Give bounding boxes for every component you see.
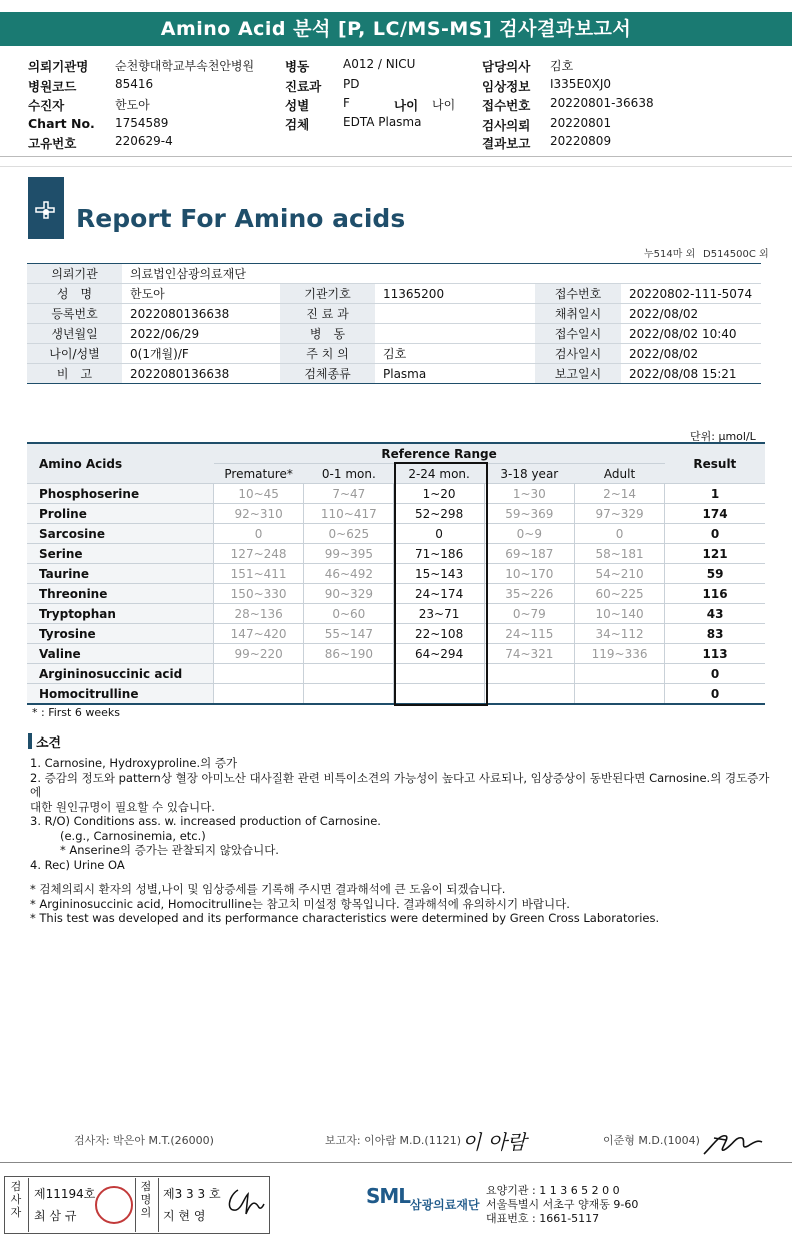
amino-range: 0 xyxy=(394,524,484,544)
amino-range: 90~329 xyxy=(304,584,394,604)
amino-result: 43 xyxy=(665,604,765,624)
amino-footnote: * : First 6 weeks xyxy=(32,706,120,719)
patient-value: 2022/08/02 xyxy=(621,304,761,324)
patient-value xyxy=(375,324,535,344)
value-receipt-no: 20220801-36638 xyxy=(550,96,654,110)
amino-result: 113 xyxy=(665,644,765,664)
label-receipt-no: 접수번호 xyxy=(482,98,531,113)
header-result: Result xyxy=(665,443,765,484)
report-title: Report For Amino acids xyxy=(76,204,406,233)
footer-vertical-2: 점명의 xyxy=(140,1180,152,1219)
amino-result: 174 xyxy=(665,504,765,524)
amino-range: 99~220 xyxy=(214,644,304,664)
value-patient: 한도아 xyxy=(115,98,150,112)
amino-name: Valine xyxy=(27,644,214,664)
amino-range: 64~294 xyxy=(394,644,484,664)
label-doctor: 담당의사 xyxy=(482,59,531,74)
cross-icon xyxy=(28,177,64,239)
amino-range: 0~60 xyxy=(304,604,394,624)
label-chart-no: Chart No. xyxy=(28,116,95,131)
patient-value: 20220802-111-5074 xyxy=(621,284,761,304)
amino-range: 110~417 xyxy=(304,504,394,524)
amino-range: 10~140 xyxy=(574,604,664,624)
amino-range: 59~369 xyxy=(484,504,574,524)
header-range: 2-24 mon. xyxy=(394,464,484,484)
label-patient: 수진자 xyxy=(28,98,65,113)
header-range: Premature* xyxy=(214,464,304,484)
amino-result: 0 xyxy=(665,664,765,684)
header-range: 3-18 year xyxy=(484,464,574,484)
footer-handwritten-signature-icon xyxy=(222,1184,266,1220)
handwritten-signature-icon xyxy=(700,1124,764,1160)
report-bookmark-icon xyxy=(28,177,64,239)
amino-name: Tryptophan xyxy=(27,604,214,624)
label-hospital-code: 병원코드 xyxy=(28,79,77,94)
amino-range: 52~298 xyxy=(394,504,484,524)
amino-range xyxy=(214,684,304,705)
patient-value: 2022/08/02 xyxy=(621,344,761,364)
patient-row xyxy=(27,344,761,364)
amino-range: 1~20 xyxy=(394,484,484,504)
amino-name: Proline xyxy=(27,504,214,524)
amino-result: 1 xyxy=(665,484,765,504)
amino-range xyxy=(214,664,304,684)
header-amino-acids: Amino Acids xyxy=(27,443,214,484)
value-specimen: EDTA Plasma xyxy=(343,115,422,129)
footer-address xyxy=(486,1184,638,1226)
patient-value: Plasma xyxy=(375,364,535,384)
amino-name: Argininosuccinic acid xyxy=(27,664,214,684)
amino-range: 28~136 xyxy=(214,604,304,624)
amino-result: 83 xyxy=(665,624,765,644)
label-age: 나이 xyxy=(394,98,419,113)
amino-range xyxy=(484,684,574,705)
amino-range: 54~210 xyxy=(574,564,664,584)
patient-value xyxy=(375,304,535,324)
value-chart-no: 1754589 xyxy=(115,116,169,130)
patient-label: 기관기호 xyxy=(280,284,375,304)
value-requesting-org: 순천향대학교부속천안병원 xyxy=(115,59,255,73)
amino-header-row xyxy=(27,443,765,464)
patient-label: 의뢰기관 xyxy=(27,264,122,284)
amino-result: 0 xyxy=(665,524,765,544)
footer-cell-line xyxy=(135,1178,136,1232)
patient-value: 2022/08/02 10:40 xyxy=(621,324,761,344)
footer-address-line: 서울특별시 서초구 양재동 9-60 xyxy=(486,1198,639,1211)
finding-line: (e.g., Carnosinemia, etc.) xyxy=(60,828,206,843)
amino-range: 97~329 xyxy=(574,504,664,524)
amino-name: Sarcosine xyxy=(27,524,214,544)
label-sex: 성별 xyxy=(285,98,310,113)
amino-range: 2~14 xyxy=(574,484,664,504)
patient-value: 한도아 xyxy=(122,284,280,304)
patient-label: 채취일시 xyxy=(535,304,621,324)
amino-range: 23~71 xyxy=(394,604,484,624)
amino-result: 121 xyxy=(665,544,765,564)
finding-line: 1. Carnosine, Hydroxyproline.의 증가 xyxy=(30,756,238,770)
patient-label: 접수일시 xyxy=(535,324,621,344)
patient-label: 비 고 xyxy=(27,364,122,384)
amino-range: 15~143 xyxy=(394,564,484,584)
finding-line: 2. 증감의 정도와 pattern상 혈장 아미노산 대사질환 관련 비특이소견의 가능성이 높다고 사료되나, 임상증상이 동반된다면 Carnosine.의 경도증가에 xyxy=(30,770,770,799)
patient-row xyxy=(27,304,761,324)
amino-range: 22~108 xyxy=(394,624,484,644)
footer-vertical-1: 검사자 xyxy=(10,1180,22,1219)
reporter-signature: 이 아람 xyxy=(462,1130,527,1154)
amino-range xyxy=(484,664,574,684)
amino-name: Serine xyxy=(27,544,214,564)
finding-note: * This test was developed and its performance characteristics were determined by Green Cross Laboratories. xyxy=(30,911,660,925)
amino-range: 0~625 xyxy=(304,524,394,544)
value-request-date: 20220801 xyxy=(550,116,612,130)
official-seal-icon xyxy=(95,1186,133,1224)
sml-logo-icon: SML xyxy=(366,1184,411,1208)
finding-line: 4. Rec) Urine OA xyxy=(30,857,125,872)
label-department: 진료과 xyxy=(285,79,322,94)
amino-range: 58~181 xyxy=(574,544,664,564)
header-range: 0-1 mon. xyxy=(304,464,394,484)
header-divider-2 xyxy=(0,166,792,167)
header-reference-range: Reference Range xyxy=(214,443,665,464)
label-unique-no: 고유번호 xyxy=(28,136,77,151)
highlight-2-24-mon xyxy=(394,462,488,706)
value-clinical-info: I335E0XJ0 xyxy=(550,77,612,91)
patient-label: 성 명 xyxy=(27,284,122,304)
top-note-2: D514500C 외 xyxy=(703,249,769,260)
amino-range: 10~45 xyxy=(214,484,304,504)
amino-range: 46~492 xyxy=(304,564,394,584)
label-requesting-org: 의뢰기관명 xyxy=(28,59,89,74)
finding-note: * Argininosuccinic acid, Homocitrulline는 참고치 미설정 항목입니다. 결과해석에 유의하시기 바랍니다. xyxy=(30,896,570,911)
patient-label: 나이/성별 xyxy=(27,344,122,364)
amino-range: 74~321 xyxy=(484,644,574,664)
value-age: 나이 xyxy=(432,98,456,112)
footer-cell-line xyxy=(158,1178,159,1232)
amino-range: 24~115 xyxy=(484,624,574,644)
patient-label: 검사일시 xyxy=(535,344,621,364)
amino-result: 116 xyxy=(665,584,765,604)
patient-row xyxy=(27,264,761,284)
patient-label: 진 료 과 xyxy=(280,304,375,324)
amino-range: 119~336 xyxy=(574,644,664,664)
patient-label: 접수번호 xyxy=(535,284,621,304)
footer-address-line: 대표번호 : 1661-5117 xyxy=(486,1212,600,1225)
value-hospital-code: 85416 xyxy=(115,77,154,91)
patient-value: 2022/06/29 xyxy=(122,324,280,344)
amino-range: 0 xyxy=(574,524,664,544)
patient-value: 2022/08/08 15:21 xyxy=(621,364,761,384)
finding-line: 3. R/O) Conditions ass. w. increased production of Carnosine. xyxy=(30,814,381,828)
footer-divider xyxy=(0,1162,792,1163)
amino-range xyxy=(304,684,394,705)
amino-name: Phosphoserine xyxy=(27,484,214,504)
value-sex: F xyxy=(343,96,350,110)
amino-range: 0~79 xyxy=(484,604,574,624)
value-doctor: 김호 xyxy=(550,59,574,73)
amino-range: 150~330 xyxy=(214,584,304,604)
patient-value: 김호 xyxy=(375,344,535,364)
label-clinical-info: 임상정보 xyxy=(482,79,531,94)
label-request-date: 검사의뢰 xyxy=(482,118,531,133)
amino-range: 147~420 xyxy=(214,624,304,644)
amino-range: 127~248 xyxy=(214,544,304,564)
amino-result: 59 xyxy=(665,564,765,584)
reporter-name: 보고자: 이아람 M.D.(1121) xyxy=(325,1134,461,1147)
amino-name: Taurine xyxy=(27,564,214,584)
patient-label: 주 치 의 xyxy=(280,344,375,364)
patient-value: 의료법인삼광의료재단 xyxy=(122,264,761,284)
amino-range: 86~190 xyxy=(304,644,394,664)
amino-range: 60~225 xyxy=(574,584,664,604)
patient-label: 보고일시 xyxy=(535,364,621,384)
amino-range xyxy=(304,664,394,684)
sml-logo-text: 삼광의료재단 xyxy=(410,1198,480,1212)
amino-range: 0 xyxy=(214,524,304,544)
value-unique-no: 220629-4 xyxy=(115,134,173,148)
amino-range: 92~310 xyxy=(214,504,304,524)
footer-license-2: 제3 3 3 호 xyxy=(163,1187,221,1201)
top-note-1: 누514마 외 xyxy=(644,249,696,260)
unit-label: 단위: μmol/L xyxy=(690,430,756,443)
patient-value: 11365200 xyxy=(375,284,535,304)
amino-range xyxy=(574,664,664,684)
patient-value: 2022080136638 xyxy=(122,304,280,324)
findings-body xyxy=(30,756,770,926)
patient-label: 등록번호 xyxy=(27,304,122,324)
label-specimen: 검체 xyxy=(285,117,310,132)
value-department: PD xyxy=(343,77,360,91)
amino-range: 7~47 xyxy=(304,484,394,504)
patient-info-table xyxy=(27,263,761,384)
footer-name-1: 최 삼 규 xyxy=(34,1209,77,1223)
value-ward: A012 / NICU xyxy=(343,57,416,71)
third-signer: 이준형 M.D.(1004) xyxy=(603,1134,700,1147)
amino-range: 71~186 xyxy=(394,544,484,564)
footer-name-2: 지 현 영 xyxy=(163,1209,206,1223)
amino-range: 1~30 xyxy=(484,484,574,504)
amino-range: 0~9 xyxy=(484,524,574,544)
amino-range: 10~170 xyxy=(484,564,574,584)
finding-line: 대한 원인규명이 필요할 수 있습니다. xyxy=(30,799,215,814)
footer-cell-line xyxy=(28,1178,29,1232)
amino-range: 35~226 xyxy=(484,584,574,604)
patient-row xyxy=(27,364,761,384)
tester-signature: 검사자: 박은아 M.T.(26000) xyxy=(74,1134,214,1147)
label-report-date: 결과보고 xyxy=(482,136,531,151)
patient-value: 0(1개월)/F xyxy=(122,344,280,364)
amino-range: 55~147 xyxy=(304,624,394,644)
amino-name: Threonine xyxy=(27,584,214,604)
amino-name: Tyrosine xyxy=(27,624,214,644)
amino-name: Homocitrulline xyxy=(27,684,214,705)
amino-range: 151~411 xyxy=(214,564,304,584)
report-header-title: Amino Acid 분석 [P, LC/MS-MS] 검사결과보고서 xyxy=(0,12,792,46)
header-divider-1 xyxy=(0,156,792,157)
header-range: Adult xyxy=(574,464,664,484)
patient-row xyxy=(27,284,761,304)
finding-note: * 검체의뢰시 환자의 성별,나이 및 임상증세를 기록해 주시면 결과해석에 큰 도움이 되겠습니다. xyxy=(30,882,506,896)
amino-range: 99~395 xyxy=(304,544,394,564)
patient-value: 2022080136638 xyxy=(122,364,280,384)
amino-range: 34~112 xyxy=(574,624,664,644)
amino-result: 0 xyxy=(665,684,765,705)
finding-line: * Anserine의 증가는 관찰되지 않았습니다. xyxy=(60,843,279,857)
footer-license-1: 제11194호 xyxy=(34,1187,96,1201)
findings-title: 소견 xyxy=(36,736,62,751)
amino-range xyxy=(574,684,664,705)
amino-range: 69~187 xyxy=(484,544,574,564)
amino-range: 24~174 xyxy=(394,584,484,604)
findings-marker xyxy=(28,733,32,749)
patient-label: 검체종류 xyxy=(280,364,375,384)
patient-label: 생년월일 xyxy=(27,324,122,344)
label-ward: 병동 xyxy=(285,59,310,74)
value-report-date: 20220809 xyxy=(550,134,612,148)
footer-address-line: 요양기관 : 1 1 3 6 5 2 0 0 xyxy=(486,1184,620,1197)
patient-row xyxy=(27,324,761,344)
patient-label: 병 동 xyxy=(280,324,375,344)
